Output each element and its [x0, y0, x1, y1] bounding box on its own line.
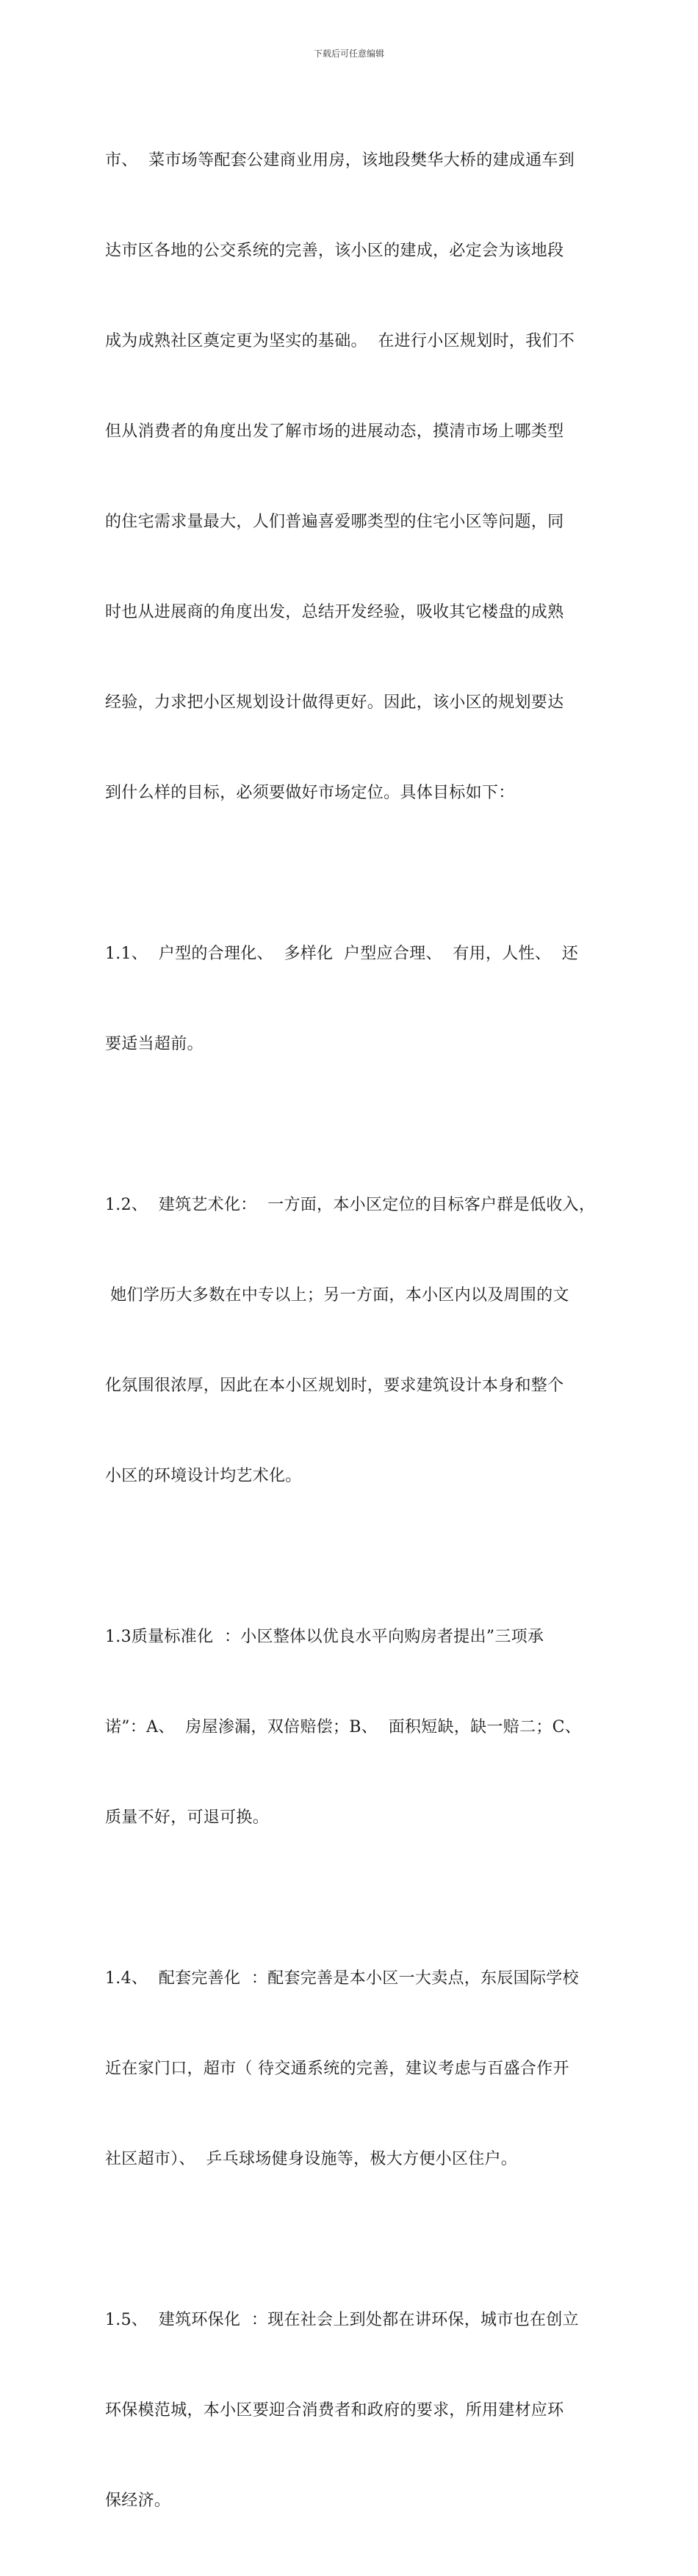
text-line: 1.5、 建筑环保化 ：现在社会上到处都在讲环保，城市也在创立 [105, 2311, 579, 2329]
text-line: 1.3质量标准化 ：小区整体以优良水平向购房者提出”三项承 [105, 1628, 544, 1646]
document-body [105, 85, 599, 2576]
text-line: 到什么样的目标，必须要做好市场定位。具体目标如下： [105, 784, 515, 802]
text-line: 诺”：A、 房屋渗漏，双倍赔偿；B、 面积短缺，缺一赔二；C、 [105, 1718, 582, 1736]
text-line: 的住宅需求量最大，人们普遍喜爱哪类型的住宅小区等问题，同 [105, 513, 564, 531]
paragraph-gap [105, 1119, 599, 1130]
paragraph-gap [105, 868, 599, 878]
paragraph-intro [105, 85, 599, 868]
paragraph-item-1-1 [105, 878, 599, 1119]
text-line: 但从消费者的角度出发了解市场的进展动态，摸清市场上哪类型 [105, 422, 564, 441]
text-line: 小区的环境设计均艺术化。 [105, 1467, 302, 1485]
text-line: 市、 菜市场等配套公建商业用房，该地段樊华大桥的建成通车到 [105, 151, 575, 170]
paragraph-item-1-4 [105, 1903, 599, 2234]
text-line: 化氛围很浓厚，因此在本小区规划时，要求建筑设计本身和整个 [105, 1377, 564, 1395]
paragraph-item-1-3 [105, 1562, 599, 1893]
text-line: 经验，力求把小区规划设计做得更好。因此，该小区的规划要达 [105, 693, 564, 712]
page-header: 下载后可任意编辑 [313, 48, 384, 59]
text-line: 时也从进展商的角度出发，总结开发经验，吸收其它楼盘的成熟 [105, 603, 564, 621]
text-line: 要适当超前。 [105, 1035, 204, 1053]
paragraph-item-1-2 [105, 1130, 599, 1551]
paragraph-gap [105, 1893, 599, 1903]
text-line: 1.1、 户型的合理化、 多样化 户型应合理、 有用，人性、 还 [105, 945, 579, 963]
paragraph-gap [105, 1551, 599, 1562]
text-line: 近在家门口，超市（ 待交通系统的完善，建议考虑与百盛合作开 [105, 2060, 569, 2078]
text-line: 保经济。 [105, 2492, 171, 2510]
text-line: 她们学历大多数在中专以上；另一方面，本小区内以及周围的文 [105, 1286, 569, 1305]
text-line: 1.2、 建筑艺术化： 一方面，本小区定位的目标客户群是低收入， [105, 1196, 596, 1214]
text-line: 成为成熟社区奠定更为坚实的基础。 在进行小区规划时，我们不 [105, 332, 575, 350]
text-line: 社区超市）、 乒乓球场健身设施等，极大方便小区住户。 [105, 2150, 518, 2168]
paragraph-gap [105, 2234, 599, 2245]
text-line: 质量不好，可退可换。 [105, 1808, 270, 1827]
paragraph-item-1-5 [105, 2245, 599, 2576]
text-line: 达市区各地的公交系统的完善，该小区的建成，必定会为该地段 [105, 242, 564, 260]
text-line: 环保模范城，本小区要迎合消费者和政府的要求，所用建材应环 [105, 2401, 564, 2420]
text-line: 1.4、 配套完善化 ：配套完善是本小区一大卖点，东辰国际学校 [105, 1969, 579, 1988]
